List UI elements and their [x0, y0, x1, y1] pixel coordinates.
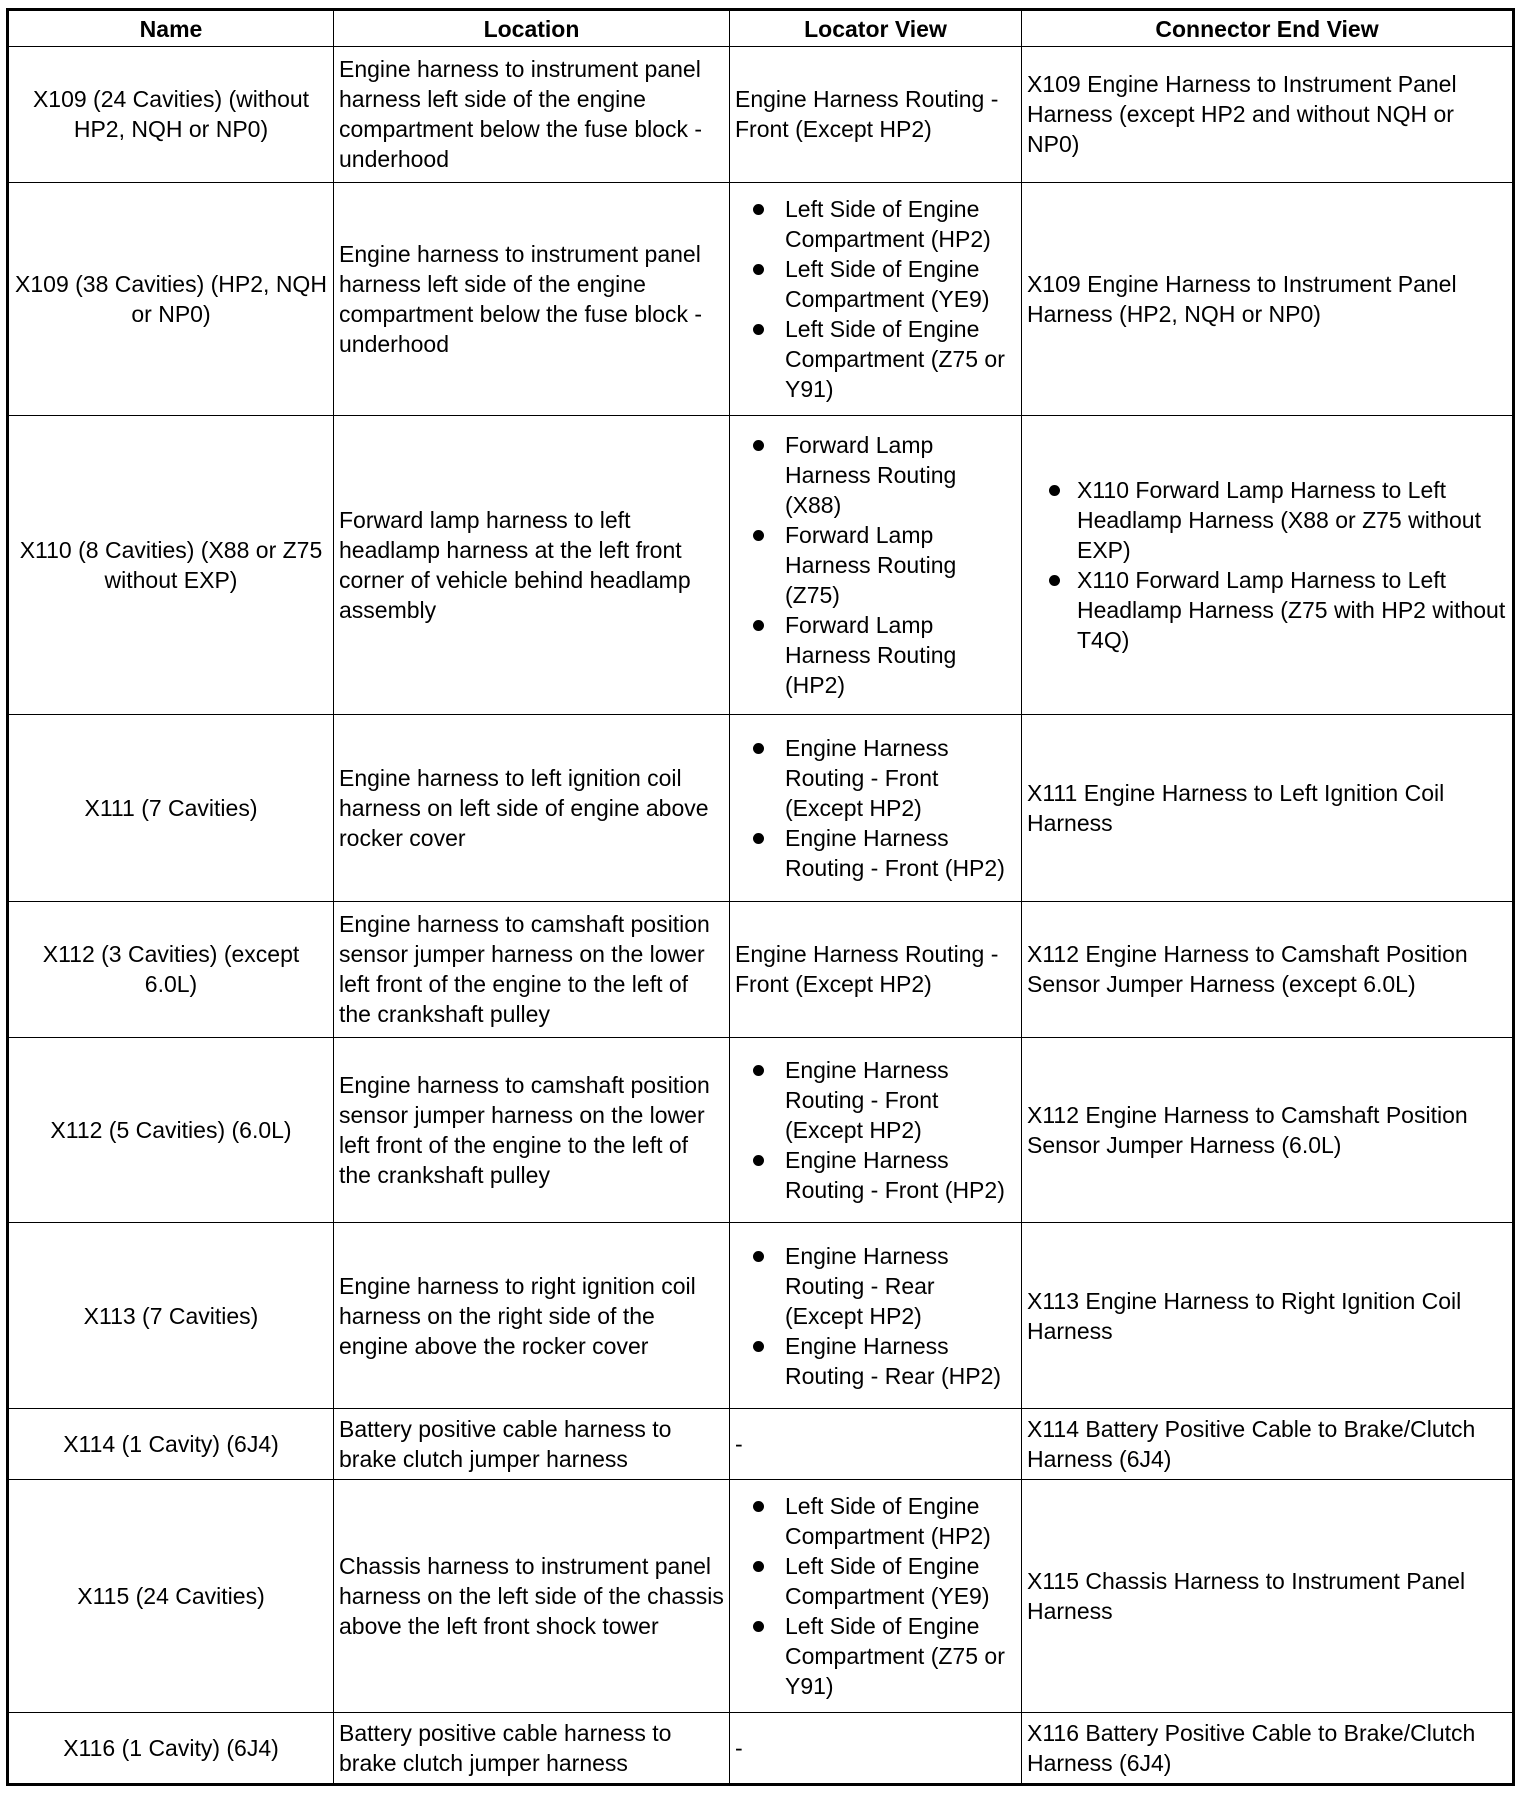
locator-view-cell: [730, 1409, 1022, 1480]
locator-view-cell: [730, 901, 1022, 1037]
connector-location: Engine harness to camshaft position sensor jumper harness on the lower left front of the engine to the left of the crankshaft pulley: [334, 1037, 730, 1223]
connector-end-view-item: X112 Engine Harness to Camshaft Position Sensor Jumper Harness (except 6.0L): [1027, 941, 1468, 998]
table-row: [8, 182, 1514, 416]
connector-location: Engine harness to instrument panel harness left side of the engine compartment below the fuse block - underhood: [334, 47, 730, 183]
connector-location: Engine harness to right ignition coil harness on the right side of the engine above the rocker cover: [334, 1223, 730, 1409]
locator-view-cell: [730, 1479, 1022, 1713]
locator-view-item: Left Side of Engine Compartment (HP2): [735, 194, 1016, 254]
connector-end-view-item: X116 Battery Positive Cable to Brake/Clutch Harness (6J4): [1027, 1720, 1476, 1777]
locator-view-cell-list: [735, 194, 1016, 404]
header-row: [8, 10, 1514, 47]
connector-location: Battery positive cable harness to brake clutch jumper harness: [334, 1409, 730, 1480]
connector-end-view-item: X111 Engine Harness to Left Ignition Coil Harness: [1027, 779, 1445, 836]
locator-view-cell: [730, 182, 1022, 416]
connector-end-view-cell: [1022, 416, 1514, 715]
locator-view-item: Engine Harness Routing - Front (HP2): [735, 823, 1016, 883]
connector-name: X109 (24 Cavities) (without HP2, NQH or NP0): [8, 47, 334, 183]
locator-view-item: Engine Harness Routing - Front (Except HP2): [735, 733, 1016, 823]
locator-view-cell: [730, 47, 1022, 183]
locator-view-item: Engine Harness Routing - Rear (Except HP2): [735, 1241, 1016, 1331]
connector-end-view-item: X112 Engine Harness to Camshaft Position Sensor Jumper Harness (6.0L): [1027, 1102, 1468, 1158]
table-row: [8, 1479, 1514, 1713]
locator-view-item: Forward Lamp Harness Routing (X88): [735, 430, 1016, 520]
table-header: [8, 10, 1514, 47]
connector-end-view-cell-list: [1027, 475, 1507, 655]
table-row: [8, 416, 1514, 715]
locator-view-item: Forward Lamp Harness Routing (Z75): [735, 520, 1016, 610]
locator-view-item: -: [735, 1735, 743, 1762]
table-row: [8, 47, 1514, 183]
header-location: Location: [334, 10, 730, 47]
table-row: [8, 1409, 1514, 1480]
locator-view-item: Left Side of Engine Compartment (YE9): [735, 254, 1016, 314]
locator-view-item: Left Side of Engine Compartment (YE9): [735, 1551, 1016, 1611]
locator-view-item: Engine Harness Routing - Front (Except HP2): [735, 1055, 1016, 1145]
connector-location: Forward lamp harness to left headlamp harness at the left front corner of vehicle behind headlamp assembly: [334, 416, 730, 715]
connector-end-view-cell: [1022, 47, 1514, 183]
locator-view-item: Left Side of Engine Compartment (Z75 or Y91): [735, 1611, 1016, 1701]
table-row: [8, 1713, 1514, 1785]
connector-location: Battery positive cable harness to brake clutch jumper harness: [334, 1713, 730, 1785]
connector-name: X115 (24 Cavities): [8, 1479, 334, 1713]
connector-name: X116 (1 Cavity) (6J4): [8, 1713, 334, 1785]
table-row: [8, 1223, 1514, 1409]
locator-view-cell-list: [735, 430, 1016, 700]
locator-view-item: Left Side of Engine Compartment (Z75 or Y91): [735, 314, 1016, 404]
connector-name: X114 (1 Cavity) (6J4): [8, 1409, 334, 1480]
connector-name: X113 (7 Cavities): [8, 1223, 334, 1409]
header-locator-view: Locator View: [730, 10, 1022, 47]
connector-location: Engine harness to camshaft position sensor jumper harness on the lower left front of the engine to the left of the crankshaft pulley: [334, 901, 730, 1037]
connector-table: [6, 8, 1515, 1786]
connector-end-view-cell: [1022, 1223, 1514, 1409]
connector-end-view-cell: [1022, 715, 1514, 902]
locator-view-item: Engine Harness Routing - Front (HP2): [735, 1145, 1016, 1205]
locator-view-item: Engine Harness Routing - Front (Except HP2): [735, 941, 999, 998]
connector-end-view-item: X110 Forward Lamp Harness to Left Headlamp Harness (Z75 with HP2 without T4Q): [1027, 565, 1507, 655]
connector-end-view-cell: [1022, 1037, 1514, 1223]
connector-end-view-item: X114 Battery Positive Cable to Brake/Clutch Harness (6J4): [1027, 1415, 1476, 1472]
connector-end-view-cell: [1022, 1713, 1514, 1785]
header-name: Name: [8, 10, 334, 47]
connector-name: X110 (8 Cavities) (X88 or Z75 without EXP): [8, 416, 334, 715]
locator-view-cell: [730, 1037, 1022, 1223]
locator-view-item: -: [735, 1430, 743, 1457]
locator-view-cell: [730, 416, 1022, 715]
connector-name: X112 (5 Cavities) (6.0L): [8, 1037, 334, 1223]
connector-location: Engine harness to left ignition coil harness on left side of engine above rocker cover: [334, 715, 730, 902]
connector-location: Chassis harness to instrument panel harness on the left side of the chassis above the left front shock tower: [334, 1479, 730, 1713]
table-body: [8, 47, 1514, 1785]
connector-end-view-cell: [1022, 901, 1514, 1037]
locator-view-item: Engine Harness Routing - Front (Except HP2): [735, 86, 999, 143]
table-row: [8, 901, 1514, 1037]
connector-end-view-item: X115 Chassis Harness to Instrument Panel Harness: [1027, 1567, 1466, 1624]
locator-view-cell-list: [735, 733, 1016, 883]
locator-view-item: Forward Lamp Harness Routing (HP2): [735, 610, 1016, 700]
table-row: [8, 1037, 1514, 1223]
connector-end-view-cell: [1022, 1409, 1514, 1480]
connector-end-view-item: X113 Engine Harness to Right Ignition Coil Harness: [1027, 1287, 1462, 1344]
connector-location: Engine harness to instrument panel harness left side of the engine compartment below the fuse block - underhood: [334, 182, 730, 416]
locator-view-cell-list: [735, 1491, 1016, 1701]
locator-view-cell-list: [735, 1241, 1016, 1391]
locator-view-item: Engine Harness Routing - Rear (HP2): [735, 1331, 1016, 1391]
connector-end-view-item: X109 Engine Harness to Instrument Panel Harness (HP2, NQH or NP0): [1027, 271, 1457, 328]
locator-view-cell: [730, 715, 1022, 902]
header-connector-end-view: Connector End View: [1022, 10, 1514, 47]
locator-view-cell: [730, 1713, 1022, 1785]
connector-end-view-item: X109 Engine Harness to Instrument Panel Harness (except HP2 and without NQH or NP0): [1027, 71, 1457, 158]
locator-view-cell-list: [735, 1055, 1016, 1205]
table-row: [8, 715, 1514, 902]
connector-end-view-cell: [1022, 1479, 1514, 1713]
connector-end-view-cell: [1022, 182, 1514, 416]
locator-view-item: Left Side of Engine Compartment (HP2): [735, 1491, 1016, 1551]
connector-name: X112 (3 Cavities) (except 6.0L): [8, 901, 334, 1037]
connector-name: X111 (7 Cavities): [8, 715, 334, 902]
locator-view-cell: [730, 1223, 1022, 1409]
connector-name: X109 (38 Cavities) (HP2, NQH or NP0): [8, 182, 334, 416]
connector-end-view-item: X110 Forward Lamp Harness to Left Headlamp Harness (X88 or Z75 without EXP): [1027, 475, 1507, 565]
